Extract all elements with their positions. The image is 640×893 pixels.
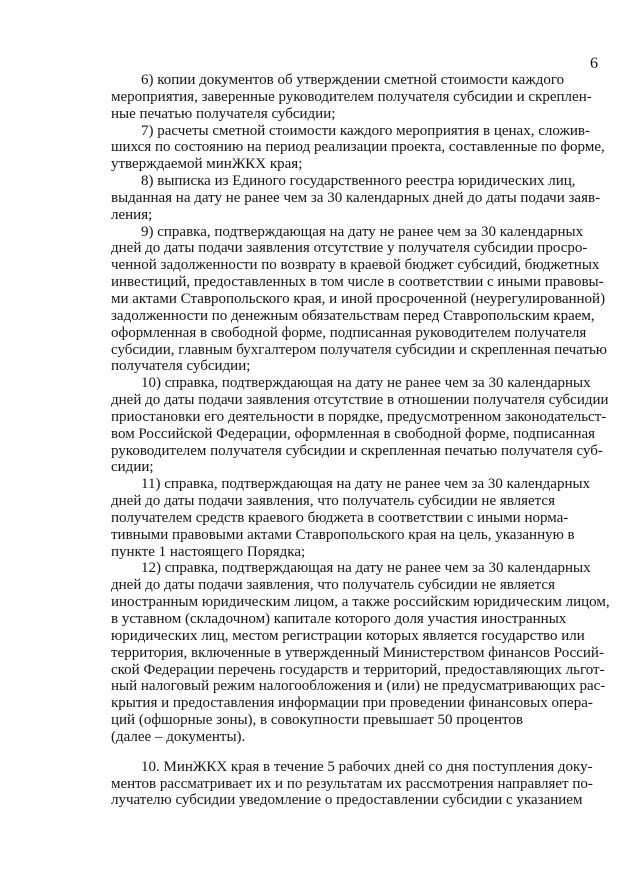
list-item-paragraph [111,375,609,476]
text-line: 8) выписка из Единого государственного реестра юридических лиц, [111,173,576,190]
text-line: сидии; [111,459,154,476]
text-line: 10) справка, подтверждающая на дату не ранее чем за 30 календарных [111,375,591,392]
text-line: получателя субсидии; [111,358,251,375]
text-line: в уставном (складочном) капитале которого доля участия иностранных [111,611,567,627]
text-line: инвестиций, предоставленных в том числе в соответствии с иными правовы- [111,274,604,291]
text-line: тивными правовыми актами Ставропольского края на цель, указанную в [111,526,575,543]
text-line: лучателю субсидии уведомление о предоставлении субсидии с указанием [111,792,583,809]
text-line: субсидии, главным бухгалтером получателя субсидии и скрепленная печатью [111,341,608,358]
text-line: территория, включенные в утвержденный Министерством финансов Россий- [111,644,604,661]
text-line: ные печатью получателя субсидии; [111,105,336,122]
text-line: (далее – документы). [111,728,246,745]
list-item-paragraph [111,476,600,560]
text-line: ций (офшорные зоны), в совокупности превышает 50 процентов [111,712,523,729]
text-line: задолженности по денежным обязательствам перед Ставропольским краем, [111,307,595,324]
text-line: ми актами Ставропольского края, и иной просроченной (неурегулированной) [111,290,606,307]
text-line: утверждаемой минЖКХ края; [111,156,303,173]
text-line: 10. МинЖКХ края в течение 5 рабочих дней со дня поступления доку- [111,758,593,775]
text-line: 7) расчеты сметной стоимости каждого мероприятия в ценах, сложив- [111,122,590,139]
list-item-paragraph [111,560,610,745]
text-line: дней до даты подачи заявления отсутствие у получателя субсидии просро- [111,240,588,257]
list-item-paragraph [111,173,600,224]
text-line: 11) справка, подтверждающая на дату не ранее чем за 30 календарных [111,476,591,493]
text-line: выданная на дату не ранее чем за 30 календарных дней до даты подачи заяв- [111,189,601,206]
list-item-paragraph [111,223,608,376]
text-line: дней до даты подачи заявления отсутствие в отношении получателя субсидии [111,392,609,409]
document-body [111,72,610,809]
text-line: ской Федерации перечень государств и территорий, предоставляющих льгот- [111,661,605,678]
text-line: пункте 1 настоящего Порядка; [111,543,306,560]
text-line: оформленная в свободной форме, подписанная руководителем получателя [111,324,587,341]
text-line: юридических лиц, местом регистрации которых является государство или [111,627,585,644]
text-line: ченной задолженности по возврату в краевой бюджет субсидий, бюджетных [111,257,600,274]
list-item-paragraph [111,122,605,174]
text-line: мероприятия, заверенные руководителем получателя субсидии и скреплен- [111,88,592,105]
text-line: 9) справка, подтверждающая на дату не ранее чем за 30 календарных [111,223,584,240]
text-line: шихся по состоянию на период реализации проекта, составленные по форме, [111,139,605,156]
list-item-paragraph [111,72,600,123]
text-line: 6) копии документов об утверждении сметной стоимости каждого [111,72,565,88]
text-line: ления; [111,206,153,223]
text-line: 12) справка, подтверждающая на дату не ранее чем за 30 календарных [111,560,591,577]
paragraph-gap [111,746,600,759]
text-line: получателем средств краевого бюджета в соответствии с иными норма- [111,509,569,526]
text-line: ный налоговый режим налогообложения и (или) не предусматривающих рас- [111,678,606,695]
text-line: приостановки его деятельности в порядке, предусмотренном законодательст- [111,408,607,425]
text-line: вом Российской Федерации, оформленная в свободной форме, подписанная [111,425,596,442]
text-line: дней до даты подачи заявления, что получатель субсидии не является [111,577,555,594]
paragraph-10 [111,759,600,810]
text-line: иностранным юридическим лицом, а также российским юридическим лицом, [111,594,610,611]
text-line: крытия и предоставления информации при проведении финансовых опера- [111,695,593,712]
page-number: 6 [590,55,598,72]
text-line: ментов рассматривает их и по результатам их рассмотрения направляет по- [111,775,593,792]
text-line: руководителем получателя субсидии и скрепленная печатью получателя суб- [111,442,603,459]
text-line: дней до даты подачи заявления, что получатель субсидии не является [111,493,555,510]
